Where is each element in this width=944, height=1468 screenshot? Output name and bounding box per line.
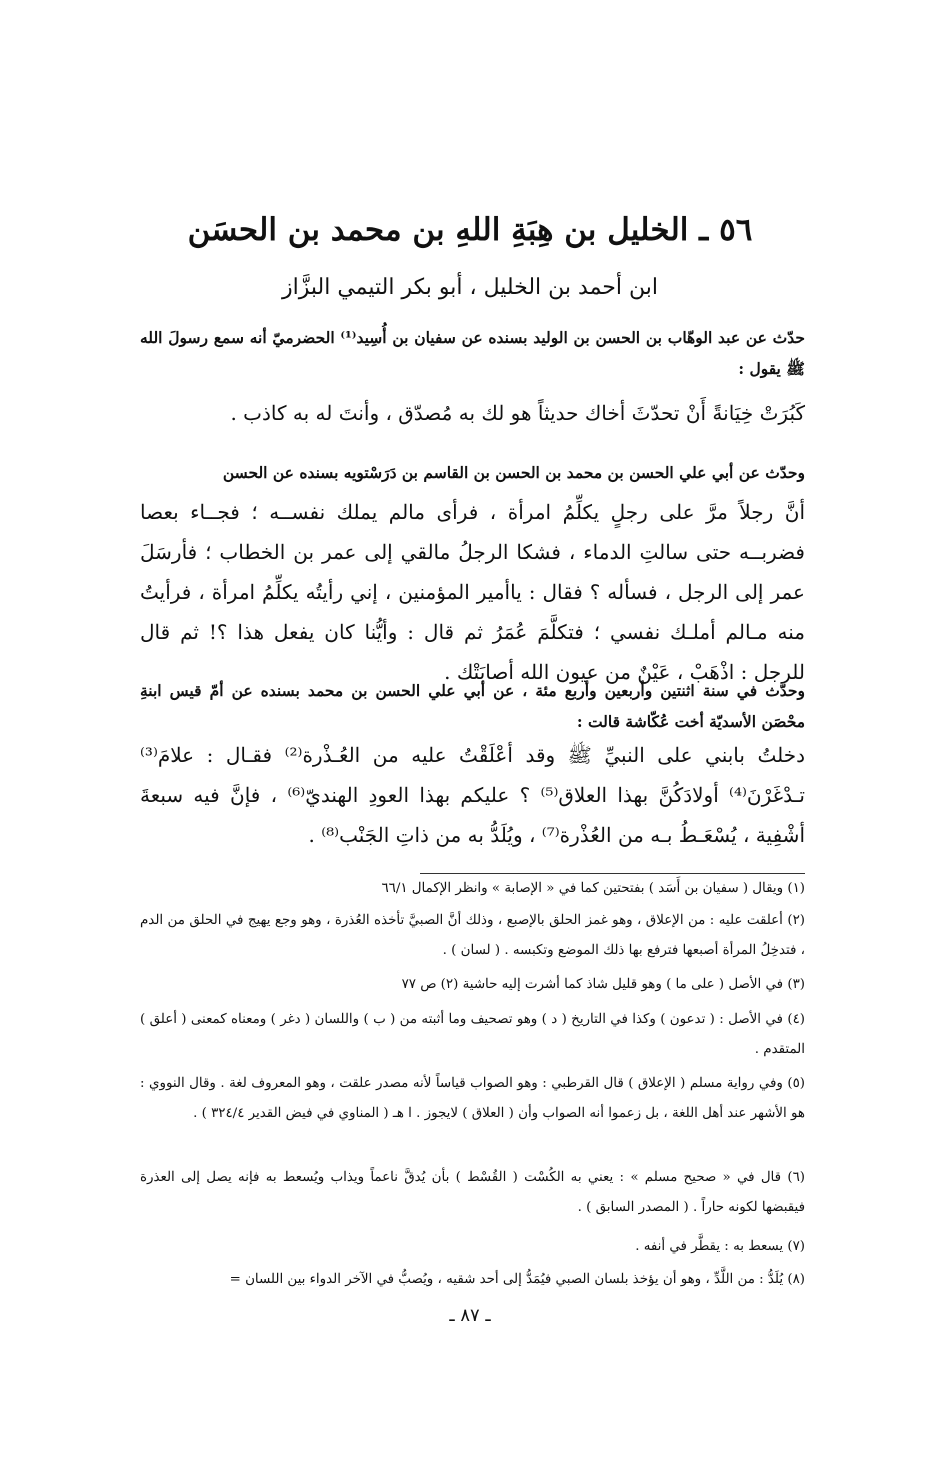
- narration-1: حدّث عن عبد الوهّاب بن الحسن بن الوليد بسنده عن سفيان بن أُسِيد⁽¹⁾ الحضرميّ أنه سمع رسولَ الله ﷺ يقول :: [140, 328, 805, 378]
- hadith-1: كَبُرَتْ خِيَانةً أَنْ تحدّثَ أخاك حديثاً هو لك به مُصدّق ، وأنتَ له به كاذب .: [230, 401, 805, 425]
- footnote-5: (٥) وفي رواية مسلم ( الإعلاق ) قال القرطبي : وهو الصواب قياساً لأنه مصدر علقت ، وهو المعروف لغة . وقال النووي : هو الأشهر عند أهل اللغة ، بل زعموا أنه الصواب وأن ( العلاق ) لايجوز . ا هـ ( المناوي في فيض القدير ٣٢٤/٤ ) .: [140, 1076, 805, 1121]
- hadith-3: دخلتُ بابني على النبيِّ ﷺ وقد أعْلَقْتُ عليه من العُـذْرة⁽²⁾ فقـال : علامَ⁽³⁾ تـدْغَرْنَ⁽⁴⁾ أولادَكُنَّ بهذا العلاق⁽⁵⁾ ؟ عليكم بهذا العودِ الهنديّ⁽⁶⁾ ، فإنَّ فيه سبعةَ أشْفِية ، يُسْعَـطُ بـه من العُذْرة⁽⁷⁾ ، ويُلَدُّ به من ذاتِ الجَنْب⁽⁸⁾ .: [140, 743, 805, 847]
- footnote-1: (١) ويقال ( سفيان بن أَسَد ) بفتحتين كما في « الإصابة » وانظر الإكمال ٦٦/١: [381, 881, 805, 896]
- biography-title: ٥٦ ـ الخليل بن هِبَةِ اللهِ بن محمد بن الحسَن: [187, 212, 753, 248]
- footnote-3: (٣) في الأصل ( على ما ) وهو قليل شاذ كما أشرت إليه حاشية (٢) ص ٧٧: [401, 977, 805, 992]
- footnote-8: (٨) يُلَدُّ : من اللَّدِّ ، وهو أن يؤخذ بلسان الصبي فيُمَدُّ إلى أحد شقيه ، ويُصبُّ في الآخر الدواء بين اللسان =: [229, 1272, 805, 1287]
- footnote-2: (٢) أعلقت عليه : من الإعلاق ، وهو غمز الحلق بالإصبع ، وذلك أنَّ الصبيَّ تأخذه العُذرة ، وهو وجع يهيج في الحلق من الدم ، فتدخِلُ المرأة أصبعها فترفع بها ذلك الموضع وتكبسه . ( لسان ) .: [140, 913, 805, 958]
- footnote-6: (٦) قال في « صحيح مسلم » : يعني به الكُسْت ( القُسْط ) بأن يُدقَّ ناعماً ويذاب ويُسعط به فإنه يصل إلى العذرة فيقبضها لكونه حاراً . ( المصدر السابق ) .: [140, 1170, 805, 1215]
- page-number: ـ ٨٧ ـ: [449, 1305, 491, 1326]
- hadith-2: أنَّ رجلاً مرَّ على رجلٍ يكلِّمُ امرأة ، فرأى مالم يملك نفســه ؛ فجــاء بعصا فضربــه حتى سالتِ الدماء ، فشكا الرجلُ مالقي إلى عمر بن الخطاب ؛ فأرسَلَ عمر إلى الرجل ، فسأله ؟ فقال : ياأمير المؤمنين ، إني رأيتُه يكلِّمُ امرأة ، فرأيتُ منه مـالم أملـك نفسي ؛ فتكلَّمَ عُمَرُ ثم قال : وأيُّنا كان يفعل هذا ؟! ثم قال للرجل : اذْهَبْ ، عَيْنٌ من عيون الله أصابَتْك .: [140, 500, 805, 684]
- biography-subtitle: ابن أحمد بن الخليل ، أبو بكر التيمي البزَّاز: [282, 275, 658, 300]
- narration-2: وحدّث عن أبي علي الحسن بن محمد بن الحسن بن القاسم بن دَرَسْتويه بسنده عن الحسن: [222, 463, 805, 482]
- narration-3: وحدّث في سنة اثنتين وأربعين وأربع مئة ، عن أبي علي الحسن بن محمد بسنده عن أمّ قيس ابنةِ محْصَن الأسديّة أخت عُكّاشة قالت :: [140, 681, 805, 731]
- footnote-4: (٤) في الأصل : ( تدعون ) وكذا في التاريخ ( د ) وهو تصحيف وما أثبته من ( ب ) واللسان ( دغر ) ومعناه كمعنى ( أعلق ) المتقدم .: [140, 1012, 805, 1057]
- footnote-7: (٧) يسعط به : يقطَّر في أنفه .: [635, 1239, 805, 1254]
